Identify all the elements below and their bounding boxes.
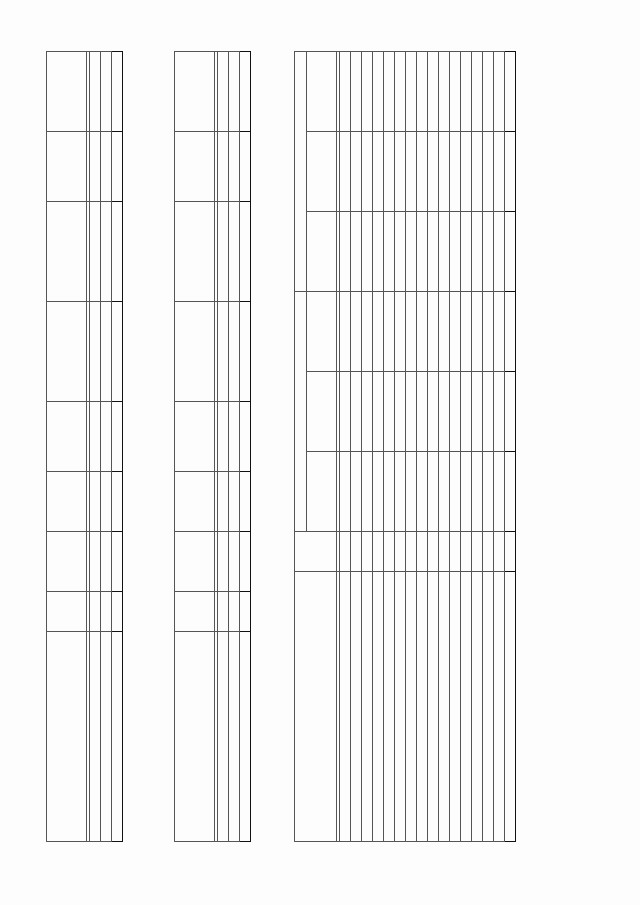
- table-cell[interactable]: [240, 532, 251, 592]
- s3-subcol: [307, 211, 337, 291]
- table-cell[interactable]: [218, 202, 229, 302]
- table-cell[interactable]: [362, 51, 373, 131]
- table-cell[interactable]: [417, 372, 428, 452]
- table-cell[interactable]: [218, 302, 229, 402]
- table-cell[interactable]: [340, 211, 351, 291]
- table-cell[interactable]: [417, 131, 428, 211]
- table-cell[interactable]: [218, 472, 229, 532]
- table-cell[interactable]: [218, 532, 229, 592]
- table-row: [101, 52, 112, 842]
- table-cell[interactable]: [229, 202, 240, 302]
- table-cell[interactable]: [417, 291, 428, 371]
- s2-col-salary: [175, 302, 215, 402]
- table-cell[interactable]: [229, 132, 240, 202]
- table-row: [450, 51, 461, 841]
- table-cell[interactable]: [351, 372, 362, 452]
- s3-row-name: [384, 572, 395, 842]
- s1-col-planned: [47, 472, 87, 532]
- table-cell[interactable]: [428, 452, 439, 532]
- table-cell[interactable]: [229, 302, 240, 402]
- table-cell[interactable]: [362, 452, 373, 532]
- section3-table: [294, 51, 516, 842]
- table-cell[interactable]: [494, 291, 505, 371]
- table-cell[interactable]: [505, 372, 516, 452]
- table-row: [406, 51, 417, 841]
- table-cell[interactable]: [90, 402, 101, 472]
- table-cell[interactable]: [417, 452, 428, 532]
- table-cell[interactable]: [373, 372, 384, 452]
- table-row: [395, 51, 406, 841]
- table-cell[interactable]: [362, 372, 373, 452]
- table-cell[interactable]: [483, 131, 494, 211]
- table-cell[interactable]: [483, 372, 494, 452]
- s2-col-headcount: [175, 532, 215, 592]
- table-row: [483, 51, 494, 841]
- s2-total-label: [240, 632, 251, 842]
- table-cell[interactable]: [472, 452, 483, 532]
- table-cell[interactable]: [406, 211, 417, 291]
- table-cell[interactable]: [351, 291, 362, 371]
- table-cell[interactable]: [461, 51, 472, 131]
- table-cell[interactable]: [505, 291, 516, 371]
- table-cell[interactable]: [472, 131, 483, 211]
- table-cell[interactable]: [428, 131, 439, 211]
- s3-row-code: [351, 532, 362, 572]
- table-cell[interactable]: [240, 472, 251, 532]
- table-row: [340, 51, 351, 841]
- table-cell[interactable]: [229, 532, 240, 592]
- table-cell[interactable]: [90, 302, 101, 402]
- s3-total-row: [505, 51, 516, 841]
- table-cell[interactable]: [373, 51, 384, 131]
- table-cell[interactable]: [483, 452, 494, 532]
- s3-row-code: [340, 532, 351, 572]
- table-cell[interactable]: [384, 291, 395, 371]
- s3-row-code: [483, 532, 494, 572]
- s1-col-fund: [47, 52, 87, 132]
- s3-row-name: [439, 572, 450, 842]
- s3-row-name: [483, 572, 494, 842]
- table-cell[interactable]: [351, 131, 362, 211]
- table-cell[interactable]: [90, 472, 101, 532]
- s2-row-code: [218, 592, 229, 632]
- s2-col-planned: [175, 472, 215, 532]
- s2-total-code: [240, 592, 251, 632]
- s3-row-name: [406, 572, 417, 842]
- table-cell[interactable]: [505, 51, 516, 131]
- s3-row-code: [384, 532, 395, 572]
- table-cell[interactable]: [90, 132, 101, 202]
- table-cell[interactable]: [101, 472, 112, 532]
- table-cell[interactable]: [483, 51, 494, 131]
- s2-col-allowance: [175, 202, 215, 302]
- s3-total-label: [505, 572, 516, 842]
- table-cell[interactable]: [240, 302, 251, 402]
- s1-total-label: [112, 632, 123, 842]
- table-cell[interactable]: [362, 211, 373, 291]
- table-cell[interactable]: [428, 291, 439, 371]
- table-row: [229, 52, 240, 842]
- s2-col-fund: [175, 52, 215, 132]
- s3-row-name: [340, 572, 351, 842]
- table-cell[interactable]: [428, 372, 439, 452]
- table-cell[interactable]: [229, 52, 240, 132]
- table-row: [494, 51, 505, 841]
- table-cell[interactable]: [112, 132, 123, 202]
- s1-col-category: [47, 632, 87, 842]
- table-row: [90, 52, 101, 842]
- s3-subcol: [307, 452, 337, 532]
- table-cell[interactable]: [340, 372, 351, 452]
- s3-row-code: [461, 532, 472, 572]
- table-cell[interactable]: [90, 532, 101, 592]
- table-cell[interactable]: [90, 202, 101, 302]
- table-cell[interactable]: [373, 211, 384, 291]
- table-cell[interactable]: [340, 452, 351, 532]
- table-cell[interactable]: [112, 472, 123, 532]
- table-cell[interactable]: [101, 202, 112, 302]
- table-cell[interactable]: [461, 291, 472, 371]
- s2-col-code: [175, 592, 215, 632]
- table-cell[interactable]: [229, 632, 240, 842]
- s3-subcol: [307, 131, 337, 211]
- table-cell[interactable]: [90, 632, 101, 842]
- s3-row-code: [395, 532, 406, 572]
- s3-col-group-base: [295, 291, 307, 531]
- table-cell[interactable]: [472, 372, 483, 452]
- table-cell[interactable]: [406, 51, 417, 131]
- table-cell[interactable]: [472, 211, 483, 291]
- s3-subcol: [307, 372, 337, 452]
- table-cell[interactable]: [384, 131, 395, 211]
- table-cell[interactable]: [218, 132, 229, 202]
- table-row: [428, 51, 439, 841]
- s3-body: [340, 51, 505, 841]
- table-cell[interactable]: [494, 452, 505, 532]
- table-cell[interactable]: [406, 291, 417, 371]
- table-cell[interactable]: [101, 132, 112, 202]
- table-cell[interactable]: [340, 291, 351, 371]
- table-cell[interactable]: [395, 291, 406, 371]
- table-cell[interactable]: [90, 52, 101, 132]
- section2-table: [174, 51, 251, 842]
- table-cell[interactable]: [450, 291, 461, 371]
- s2-col-category: [175, 632, 215, 842]
- table-cell[interactable]: [240, 132, 251, 202]
- s3-col-group-sum: [295, 51, 307, 291]
- table-cell[interactable]: [439, 51, 450, 131]
- s3-row-code: [439, 532, 450, 572]
- table-cell[interactable]: [483, 291, 494, 371]
- s1-row-code: [101, 592, 112, 632]
- table-cell[interactable]: [101, 632, 112, 842]
- table-row: [218, 52, 229, 842]
- s2-row-code: [229, 592, 240, 632]
- table-cell[interactable]: [494, 131, 505, 211]
- table-cell[interactable]: [461, 372, 472, 452]
- s3-row-code: [406, 532, 417, 572]
- s1-col-allowance: [47, 202, 87, 302]
- table-cell[interactable]: [406, 131, 417, 211]
- table-cell[interactable]: [450, 372, 461, 452]
- table-row: [373, 51, 384, 841]
- table-cell[interactable]: [362, 131, 373, 211]
- table-cell[interactable]: [101, 302, 112, 402]
- table-cell[interactable]: [395, 211, 406, 291]
- table-cell[interactable]: [450, 211, 461, 291]
- table-row: [384, 51, 395, 841]
- table-row: [472, 51, 483, 841]
- s3-row-name: [351, 572, 362, 842]
- table-cell[interactable]: [218, 402, 229, 472]
- table-cell[interactable]: [395, 131, 406, 211]
- table-cell[interactable]: [112, 202, 123, 302]
- table-row: [351, 51, 362, 841]
- s3-row-code: [417, 532, 428, 572]
- s3-row-name: [494, 572, 505, 842]
- table-cell[interactable]: [340, 51, 351, 131]
- table-cell[interactable]: [384, 51, 395, 131]
- s3-subcol: [307, 51, 337, 131]
- s1-total-code: [112, 592, 123, 632]
- table-row: [461, 51, 472, 841]
- table-cell[interactable]: [505, 211, 516, 291]
- s3-row-code: [472, 532, 483, 572]
- table-cell[interactable]: [112, 402, 123, 472]
- s1-total-row: [112, 52, 123, 842]
- table-cell[interactable]: [351, 452, 362, 532]
- table-cell[interactable]: [428, 51, 439, 131]
- table-cell[interactable]: [229, 402, 240, 472]
- table-cell[interactable]: [439, 452, 450, 532]
- s3-row-name: [417, 572, 428, 842]
- table-cell[interactable]: [240, 202, 251, 302]
- s2-total-row: [240, 52, 251, 842]
- s3-col-name: [295, 572, 337, 842]
- table-cell[interactable]: [351, 51, 362, 131]
- s3-row-name: [461, 572, 472, 842]
- s3-row-name: [472, 572, 483, 842]
- table-cell[interactable]: [218, 632, 229, 842]
- table-cell[interactable]: [505, 452, 516, 532]
- s2-col-total: [175, 402, 215, 472]
- rotated-form: [20, 22, 620, 882]
- table-cell[interactable]: [439, 131, 450, 211]
- s3-row-name: [450, 572, 461, 842]
- table-cell[interactable]: [494, 211, 505, 291]
- table-cell[interactable]: [384, 372, 395, 452]
- table-cell[interactable]: [461, 452, 472, 532]
- s3-row-name: [362, 572, 373, 842]
- table-cell[interactable]: [384, 452, 395, 532]
- table-cell[interactable]: [483, 211, 494, 291]
- table-cell[interactable]: [417, 211, 428, 291]
- table-cell[interactable]: [494, 51, 505, 131]
- s3-row-code: [373, 532, 384, 572]
- table-cell[interactable]: [428, 211, 439, 291]
- s2-col-stimulus: [175, 132, 215, 202]
- table-cell[interactable]: [112, 52, 123, 132]
- s3-row-name: [428, 572, 439, 842]
- table-cell[interactable]: [373, 452, 384, 532]
- table-cell[interactable]: [450, 452, 461, 532]
- table-cell[interactable]: [505, 131, 516, 211]
- s1-col-headcount: [47, 532, 87, 592]
- table-cell[interactable]: [101, 52, 112, 132]
- table-cell[interactable]: [472, 291, 483, 371]
- table-row: [362, 51, 373, 841]
- table-cell[interactable]: [406, 452, 417, 532]
- table-cell[interactable]: [384, 211, 395, 291]
- table-cell[interactable]: [218, 52, 229, 132]
- s1-col-code: [47, 592, 87, 632]
- section1-table: [46, 51, 123, 842]
- s3-row-code: [494, 532, 505, 572]
- table-cell[interactable]: [406, 372, 417, 452]
- table-cell[interactable]: [461, 131, 472, 211]
- table-cell[interactable]: [450, 131, 461, 211]
- s3-row-code: [428, 532, 439, 572]
- table-cell[interactable]: [373, 291, 384, 371]
- table-cell[interactable]: [112, 302, 123, 402]
- table-row: [439, 51, 450, 841]
- table-cell[interactable]: [229, 472, 240, 532]
- table-cell[interactable]: [395, 372, 406, 452]
- table-cell[interactable]: [101, 532, 112, 592]
- table-cell[interactable]: [395, 51, 406, 131]
- table-cell[interactable]: [112, 532, 123, 592]
- s3-total-code: [505, 532, 516, 572]
- table-cell[interactable]: [439, 372, 450, 452]
- s3-col-code: [295, 532, 337, 572]
- s1-col-salary: [47, 302, 87, 402]
- table-row: [417, 51, 428, 841]
- table-cell[interactable]: [472, 51, 483, 131]
- s1-row-code: [90, 592, 101, 632]
- table-cell[interactable]: [461, 211, 472, 291]
- s3-subcol: [307, 291, 337, 371]
- s3-row-name: [395, 572, 406, 842]
- table-cell[interactable]: [240, 52, 251, 132]
- table-cell[interactable]: [439, 211, 450, 291]
- table-cell[interactable]: [417, 51, 428, 131]
- table-cell[interactable]: [101, 402, 112, 472]
- table-cell[interactable]: [373, 131, 384, 211]
- table-cell[interactable]: [240, 402, 251, 472]
- s3-row-code: [450, 532, 461, 572]
- table-cell[interactable]: [439, 291, 450, 371]
- s1-col-stimulus: [47, 132, 87, 202]
- table-cell[interactable]: [395, 452, 406, 532]
- table-cell[interactable]: [351, 211, 362, 291]
- s3-row-code: [362, 532, 373, 572]
- table-cell[interactable]: [340, 131, 351, 211]
- table-cell[interactable]: [494, 372, 505, 452]
- s1-col-total: [47, 402, 87, 472]
- table-cell[interactable]: [450, 51, 461, 131]
- table-cell[interactable]: [362, 291, 373, 371]
- s3-row-name: [373, 572, 384, 842]
